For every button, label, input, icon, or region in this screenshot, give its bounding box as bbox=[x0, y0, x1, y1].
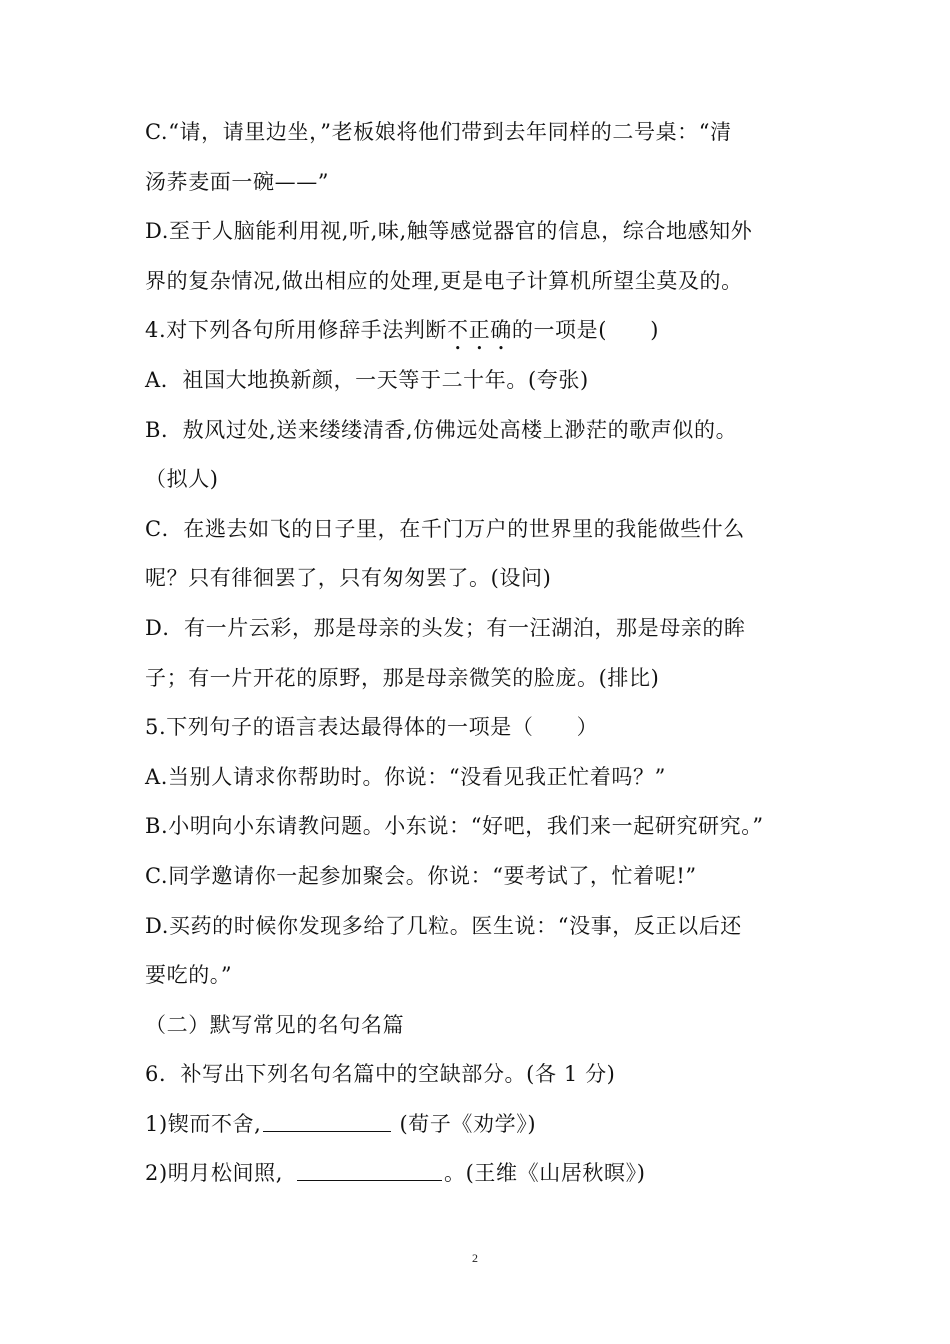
q6-item-1 bbox=[145, 1100, 815, 1150]
answer-blank-1[interactable] bbox=[263, 1111, 391, 1132]
question-4-tail: 的一项是( ) bbox=[511, 318, 660, 343]
q4-option-d-line-1: D．有一片云彩，那是母亲的头发；有一汪湖泊，那是母亲的眸 bbox=[145, 615, 746, 640]
q5-option-c: C.同学邀请你一起参加聚会。你说：“要考试了，忙着呢!” bbox=[145, 863, 697, 888]
question-6-stem: 6．补写出下列名句名篇中的空缺部分。(各 1 分) bbox=[145, 1062, 616, 1087]
document-page bbox=[145, 108, 815, 1199]
q4-option-a: A．祖国大地换新颜，一天等于二十年。(夸张) bbox=[145, 367, 589, 392]
q6-item-2 bbox=[145, 1149, 815, 1199]
q4-option-b-line-1: B．敖风过处,送来缕缕清香,仿佛远处高楼上渺茫的歌声似的。 bbox=[145, 417, 738, 442]
question-5-stem: 5.下列句子的语言表达最得体的一项是（ ） bbox=[145, 715, 599, 740]
q6-item-2-text: 2)明月松间照, bbox=[145, 1161, 284, 1186]
question-4-stem bbox=[145, 306, 815, 356]
option-c-line-2: 汤荞麦面一碗——” bbox=[145, 169, 330, 194]
q4-option-b-line-2: （拟人) bbox=[145, 467, 219, 492]
answer-blank-2[interactable] bbox=[297, 1160, 442, 1181]
question-4-text: 4.对下列各句所用修辞手法判断 bbox=[145, 318, 448, 343]
q5-option-d-line-2: 要吃的。” bbox=[145, 963, 233, 988]
page-number: 2 bbox=[472, 1251, 478, 1265]
q5-option-a: A.当别人请求你帮助时。你说：“没看见我正忙着吗？” bbox=[145, 764, 666, 789]
q4-option-c-line-1: C．在逃去如飞的日子里，在千门万户的世界里的我能做些什么 bbox=[145, 516, 745, 541]
option-c-line-1: C.“请，请里边坐，”老板娘将他们带到去年同样的二号桌：“清 bbox=[145, 120, 732, 144]
q4-option-d-line-2: 子；有一片开花的原野，那是母亲微笑的脸庞。(排比) bbox=[145, 665, 660, 690]
q6-item-2-source: 。(王维《山居秋暝》) bbox=[444, 1161, 646, 1186]
q5-option-d-line-1: D.买药的时候你发现多给了几粒。医生说：“没事，反正以后还 bbox=[145, 913, 742, 938]
question-4-emphasis: 不正确 bbox=[447, 318, 512, 343]
q5-option-b: B.小明向小东请教问题。小东说：“好吧，我们来一起研究研究。” bbox=[145, 814, 764, 839]
option-d-line-2: 界的复杂情况,做出相应的处理,更是电子计算机所望尘莫及的。 bbox=[145, 268, 743, 293]
option-d-line-1: D.至于人脑能利用视,听,味,触等感觉器官的信息，综合地感知外 bbox=[145, 219, 753, 244]
q6-item-1-text: 1)锲而不舍, bbox=[145, 1111, 262, 1136]
q6-item-1-source: (荀子《劝学》) bbox=[399, 1111, 537, 1136]
q4-option-c-line-2: 呢？只有徘徊罢了，只有匆匆罢了。(设问) bbox=[145, 566, 552, 591]
section-heading: （二）默写常见的名句名篇 bbox=[145, 1012, 405, 1037]
